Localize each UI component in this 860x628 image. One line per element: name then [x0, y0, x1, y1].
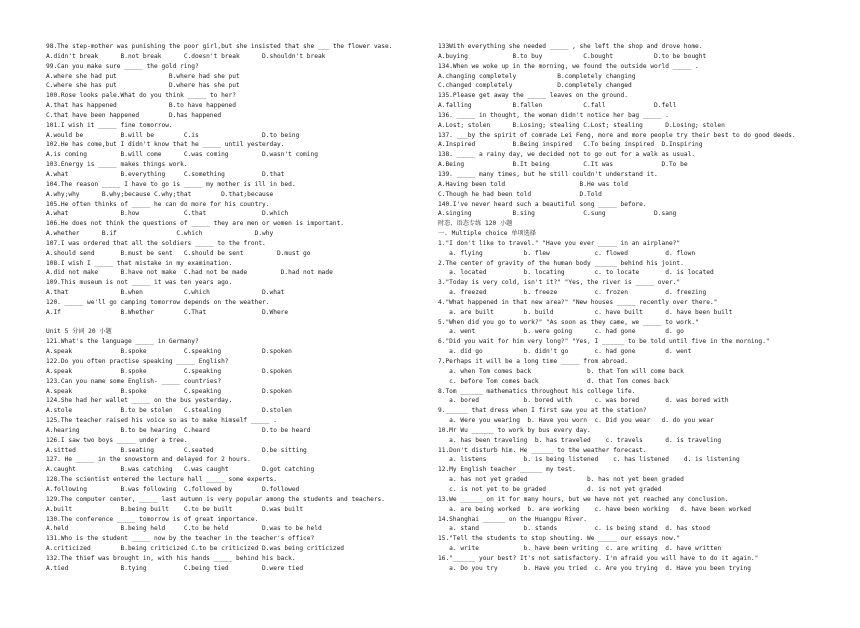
text-line: A.where she had put B.where had she put — [46, 72, 240, 80]
left-column — [46, 42, 418, 574]
text-line: a. when Tom comes back b. that Tom will come back — [438, 367, 684, 375]
text-line: A.caught B.was catching C.was caught D.got catching — [46, 466, 315, 474]
text-line: A.what B.how C.that D.which — [46, 210, 289, 218]
text-line: a. has not yet graded b. has not yet been graded — [438, 476, 684, 484]
text-line: 15."Tell the students to stop shouting. We _____ our essays now." — [438, 535, 681, 543]
text-line: A.what B.everything C.something D.that — [46, 170, 285, 178]
text-line: 128.The scientist entered the lecture hall _____ some experts. — [46, 476, 277, 484]
text-line: A.Being B.It being C.It was D.To be — [438, 161, 688, 169]
text-line: 一. Multiple choice 单项选择 — [438, 230, 536, 238]
text-line: A.speak B.spoke C.speaking D.spoken — [46, 348, 292, 356]
text-line: Unit 5 分词 20 小题 — [46, 328, 112, 336]
text-line: C.Though he had been told D.Told — [438, 190, 602, 198]
text-line: 122.Do you often practise speaking _____ English? — [46, 358, 229, 365]
text-line: A.criticized B.being criticized C.to be criticized D.was being criticized — [46, 545, 345, 553]
text-line: 5."When did you go to work?" "As soon as they came, we _____ to work." — [438, 318, 699, 326]
text-line: C.that have been happened D.has happened — [46, 111, 222, 119]
text-line: c. is not yet to be graded d. is not yet graded — [438, 485, 662, 493]
text-line: A.speak B.spoke C.speaking D.spoken — [46, 387, 292, 395]
text-line: A.did not make B.have not make C.had not be made D.had not made — [46, 269, 333, 277]
text-line: 137. ___by the spirit of comrade Lei Feng, more and more people try their best to do good deeds. — [438, 131, 796, 139]
text-line: a. bored b. bored with c. was bored d. was bored with — [438, 397, 729, 405]
text-line: 11.Don't disturb him. He ______ to the weather forecast. — [438, 446, 647, 454]
text-line: 121.What's the language _____ in Germany? — [46, 338, 199, 346]
text-line: 135.Please get away the _____ leaves on the ground. — [438, 92, 628, 100]
text-line: a. flying b. flew c. flowed d. flown — [438, 249, 696, 257]
text-line: A.sitted B.seating C.seated D.be sitting — [46, 446, 307, 454]
text-line: 3."Today is very cold, isn't it?" "Yes, the river is _____ over." — [438, 279, 681, 287]
text-line: 109.This museum is not _____ it was ten years ago. — [46, 279, 233, 287]
text-line: 133With everything she needed _____ , she left the shop and drove home. — [438, 43, 703, 50]
text-line: A.didn't break B.not break C.doesn't break D.shouldn't break — [46, 52, 326, 60]
text-line: A.Inspired B.Being inspired C.To being inspired D.Inspiring — [438, 141, 703, 149]
text-line: 100.Rose looks pale.What do you think _____ to her? — [46, 92, 236, 100]
text-line: 130.The conference _____ tomorrow is of great importance. — [46, 515, 259, 523]
text-line: A.following B.was following C.followed by D.followed — [46, 485, 300, 493]
text-line: 14.Shanghai ______ on the Huangpu River. — [438, 515, 588, 523]
text-line: 129.The computer center, _____ last autumn is very popular among the students and teachers. — [46, 495, 385, 503]
text-line: 106.He does not think the questions of _____ they are men or women is important. — [46, 220, 345, 228]
text-line: C.changed completely D.completely changed — [438, 82, 632, 90]
text-line: a. freezed b. freeze c. frozen d. freezing — [438, 289, 707, 297]
text-line: 127. He _____ in the snowstorm and delayed for 2 hours. — [46, 456, 251, 464]
text-line: A.why;why B.why;because C.why;that D.that;because — [46, 190, 274, 198]
text-line: 2.The center of gravity of the human body ______ behind his joint. — [438, 259, 684, 267]
text-line: 132.The thief was brought in, with his hands _____ behind his back. — [46, 554, 296, 562]
text-line: 1."I don't like to travel." "Have you ever _____ in an airplane?" — [438, 239, 681, 247]
text-line: 101.I wish it _____ fine tomorrow. — [46, 121, 173, 129]
blank-line — [46, 318, 418, 328]
text-line: 99.Can you make sure _____ the gold ring? — [46, 62, 199, 70]
text-line: a. Do you try b. Have you tried c. Are you trying d. Have you been trying — [438, 564, 751, 572]
text-line: 10.Mr Wu ______ to work by bus every day. — [438, 426, 591, 434]
text-line: 13.We ______ on it for many hours, but we have not yet reached any conclusion. — [438, 495, 729, 503]
text-line: A.whether B.if C.which D.why — [46, 230, 274, 238]
text-line: 124.She had her wallet _____ on the bus yesterday. — [46, 397, 233, 405]
text-line: 125.The teacher raised his voice so as to make himself _____ . — [46, 417, 277, 425]
text-line: a. stand b. stands c. is being stand d. has stood — [438, 525, 710, 533]
text-line: 134.When we woke up in the morning, we found the outside world _____ . — [438, 62, 699, 70]
text-line: a. did go b. didn't go c. had gone d. went — [438, 348, 692, 356]
text-line: 104.The reason _____ I have to go is _____ my mother is ill in bed. — [46, 180, 296, 188]
text-line: 136. _____ in thought, the woman didn't notice her bag _____ . — [438, 111, 669, 119]
text-line: a. Were you wearing b. Have you worn c. Did you wear d. do you wear — [438, 417, 714, 425]
text-line: 131.Who is the student _____ now by the teacher in the teacher's office? — [46, 535, 315, 543]
text-line: 120. _____ we'll go camping tomorrow depends on the weather. — [46, 298, 270, 306]
text-line: a. listens b. is being listened c. has listened d. is listening — [438, 456, 740, 464]
text-line: 107.I was ordered that all the soldiers _____ to the front. — [46, 239, 266, 247]
text-line: 8.Tom ______ mathematics throughout his college life. — [438, 387, 636, 395]
text-line: c. before Tom comes back d. that Tom comes back — [438, 377, 669, 385]
text-line: 138. _____ a rainy day, we decided not to go out for a walk as usual. — [438, 151, 696, 159]
right-column — [438, 42, 820, 574]
text-line: a. are being worked b. are working c. have been working d. have been worked — [438, 505, 751, 513]
text-line: 123.Can you name some English- _____ countries? — [46, 377, 222, 385]
text-line: a. has been traveling b. has traveled c. travels d. is traveling — [438, 436, 722, 444]
text-line: 16."______ your best? It's not satisfactory. I'm afraid you will have to do it again." — [438, 554, 759, 562]
text-line: 126.I saw two boys _____ under a tree. — [46, 436, 188, 444]
text-line: A.singing B.sing C.sung D.sang — [438, 210, 677, 218]
text-line: A.would be B.will be C.is D.to being — [46, 131, 300, 139]
text-line: A.is coming B.will come C.was coming D.wasn't coming — [46, 151, 318, 159]
text-line: A.held B.being held C.to be held D.was to be held — [46, 525, 322, 533]
text-line: 7.Perhaps it will be a long time _____ from abroad. — [438, 358, 628, 365]
text-line: A.buying B.to buy C.bought D.to be bought — [438, 52, 707, 60]
text-line: A.hearing B.to be hearing C.heard D.to be heard — [46, 426, 311, 434]
text-line: A.that B.when C.which D.what — [46, 289, 285, 297]
text-line: A.falling B.fallen C.fall D.fell — [438, 102, 677, 110]
text-line: A.Having been told B.He was told — [438, 180, 628, 188]
text-line: A.Lost; stolen B.Losing; stealing C.Lost; stealing D.Losing; stolen — [438, 121, 725, 129]
text-line: A.speak B.spoke C.speaking D.spoken — [46, 367, 292, 375]
text-line: 102.He has come,but I didn't know that he _____ until yesterday. — [46, 141, 285, 149]
text-line: a. went b. were going c. had gone d. go — [438, 328, 684, 336]
text-line: 98.The step-mother was punishing the poor girl,but she insisted that she ___ the flower vase. — [46, 43, 393, 50]
text-line: A.that has happened B.to have happened — [46, 102, 236, 110]
text-line: a. are built b. build c. have built d. have been built — [438, 308, 733, 316]
text-line: 103.Energy is _____ makes things work. — [46, 161, 188, 169]
text-line: A.changing completely B.completely changing — [438, 72, 636, 80]
text-line: a. write b. have been writing c. are writing d. have written — [438, 545, 722, 553]
text-line: C.where she has put D.where has she put — [46, 82, 240, 90]
text-line: 140.I've never heard such a beautiful song _____ before. — [438, 200, 647, 208]
text-line: A.stole B.to be stolen C.stealing D.stolen — [46, 407, 292, 415]
text-line: 12.My English teacher ______ my test. — [438, 466, 576, 474]
text-line: A.built B.being built C.to be built D.was built — [46, 505, 304, 513]
text-line: 4."What happened in that new area?" "New houses _____ recently over there." — [438, 298, 718, 306]
text-line: A.should send B.must be sent C.should be sent D.must go — [46, 249, 311, 257]
text-line: 108.I wish I _____ that mistake in my examination. — [46, 259, 233, 267]
text-line: 9.______ that dress when I first saw you at the station? — [438, 407, 647, 415]
text-line: 105.He often thinks of _____ he can do more for his country. — [46, 200, 270, 208]
text-line: a. located b. locating c. to locate d. is located — [438, 269, 714, 277]
text-line: 6."Did you wait for him very long?" "Yes, I ______ to be told until five in the morning." — [438, 338, 770, 346]
text-line: 时态，语态专练 120 小题 — [438, 220, 513, 228]
text-line: 139. _____ many times, but he still couldn't understand it. — [438, 170, 658, 178]
text-line: A.If B.Whether C.That D.Where — [46, 308, 289, 316]
text-line: A.tied B.tying C.being tied D.were tied — [46, 564, 304, 572]
